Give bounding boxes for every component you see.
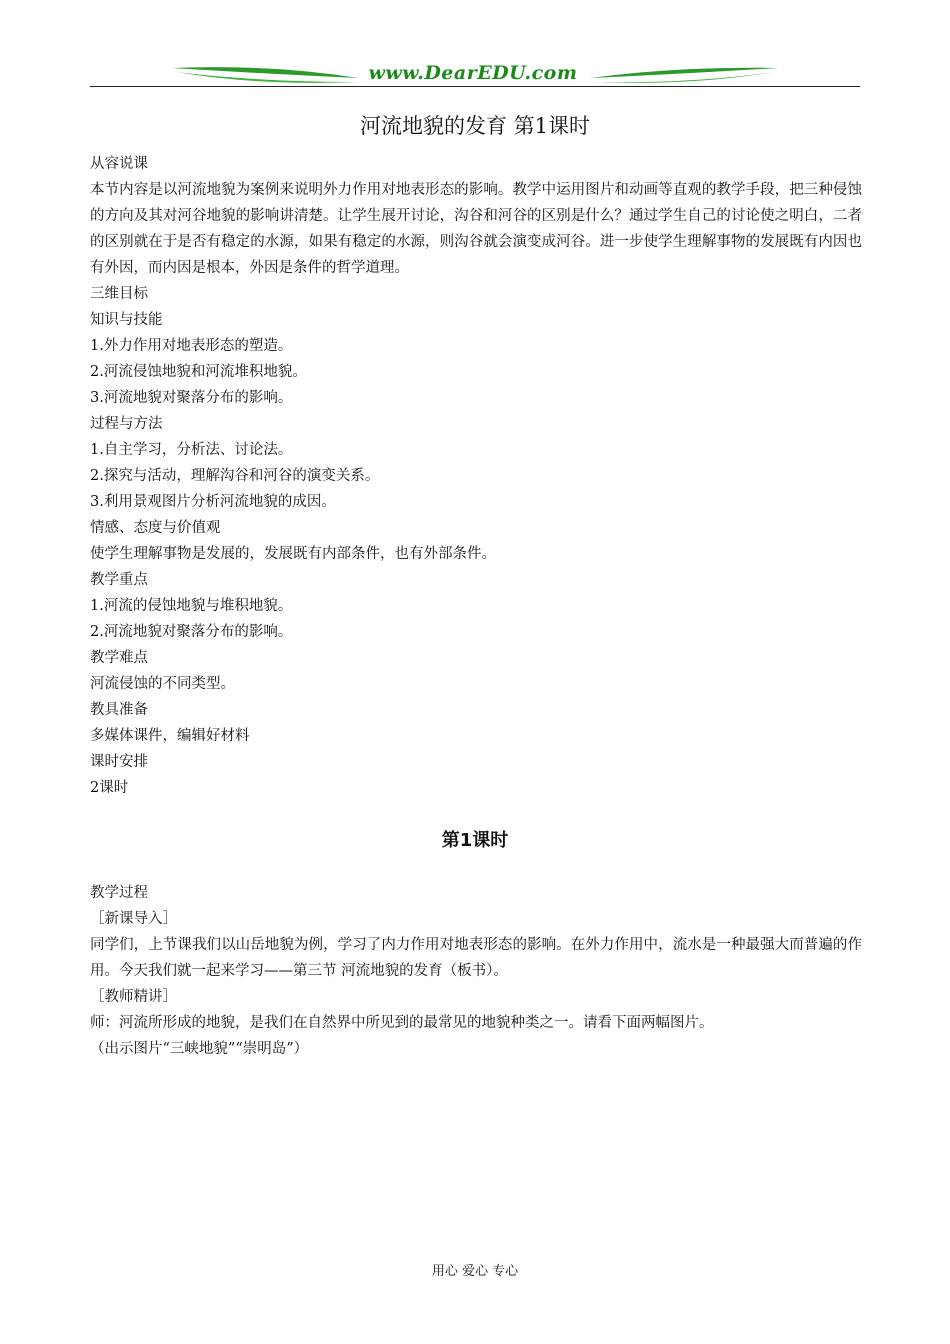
list-item: 1.自主学习，分析法、讨论法。 [90,442,293,458]
lesson-content [90,880,862,1062]
intro-paragraph: 本节内容是以河流地貌为案例来说明外力作用对地表形态的影响。教学中运用图片和动画等直观的教学手段，把三种侵蚀的方向及其对河谷地貌的影响讲清楚。让学生展开讨论，沟谷和河谷的区别是什么？通过学生自己的讨论使之明白，二者的区别就在于是否有稳定的水源，如果有稳定的水源，则沟谷就会演变成河谷。进一步使学生理解事物的发展既有内因也有外因，而内因是根本，外因是条件的哲学道理。 [90,182,862,276]
intro-tag: ［新课导入］ [90,911,177,927]
list-item: 2.河流侵蚀地貌和河流堆积地貌。 [90,364,307,380]
difficulties-text: 河流侵蚀的不同类型。 [90,676,235,692]
list-item: 1.外力作用对地表形态的塑造。 [90,338,293,354]
site-logo: www.DearEDU.com [368,62,578,84]
materials-text: 多媒体课件，编辑好材料 [90,728,250,744]
goals-heading: 三维目标 [90,286,148,302]
list-item: 1.河流的侵蚀地貌与堆积地貌。 [90,598,293,614]
lesson-title: 第1课时 [441,830,509,851]
teacher-tag: ［教师精讲］ [90,989,177,1005]
knowledge-heading: 知识与技能 [90,312,163,328]
schedule-heading: 课时安排 [90,754,148,770]
process-heading: 过程与方法 [90,416,163,432]
emotion-text: 使学生理解事物是发展的，发展既有内部条件，也有外部条件。 [90,546,496,562]
schedule-text: 2课时 [90,780,129,796]
emotion-heading: 情感、态度与价值观 [90,520,221,536]
teacher-text: 师：河流所形成的地貌，是我们在自然界中所见到的最常见的地貌种类之一。请看下面两幅图片。 [90,1015,714,1031]
list-item: 3.利用景观图片分析河流地貌的成因。 [90,494,336,510]
key-points-heading: 教学重点 [90,572,148,588]
show-text: （出示图片“三峡地貌”“崇明岛”） [90,1041,309,1057]
page-footer: 用心 爱心 专心 [431,1264,519,1279]
materials-heading: 教具准备 [90,702,148,718]
difficulties-heading: 教学难点 [90,650,148,666]
page-title: 河流地貌的发育 第1课时 [359,114,591,138]
page-header [90,60,860,90]
list-item: 2.探究与活动，理解沟谷和河谷的演变关系。 [90,468,380,484]
list-item: 2.河流地貌对聚落分布的影响。 [90,624,293,640]
intro-heading: 从容说课 [90,156,148,172]
header-divider [90,86,860,87]
process-heading: 教学过程 [90,885,148,901]
intro-text: 同学们，上节课我们以山岳地貌为例，学习了内力作用对地表形态的影响。在外力作用中，流水是一种最强大而普遍的作用。今天我们就一起来学习——第三节 河流地貌的发育（板书）。 [90,937,862,979]
main-content [90,151,862,801]
list-item: 3.河流地貌对聚落分布的影响。 [90,390,293,406]
